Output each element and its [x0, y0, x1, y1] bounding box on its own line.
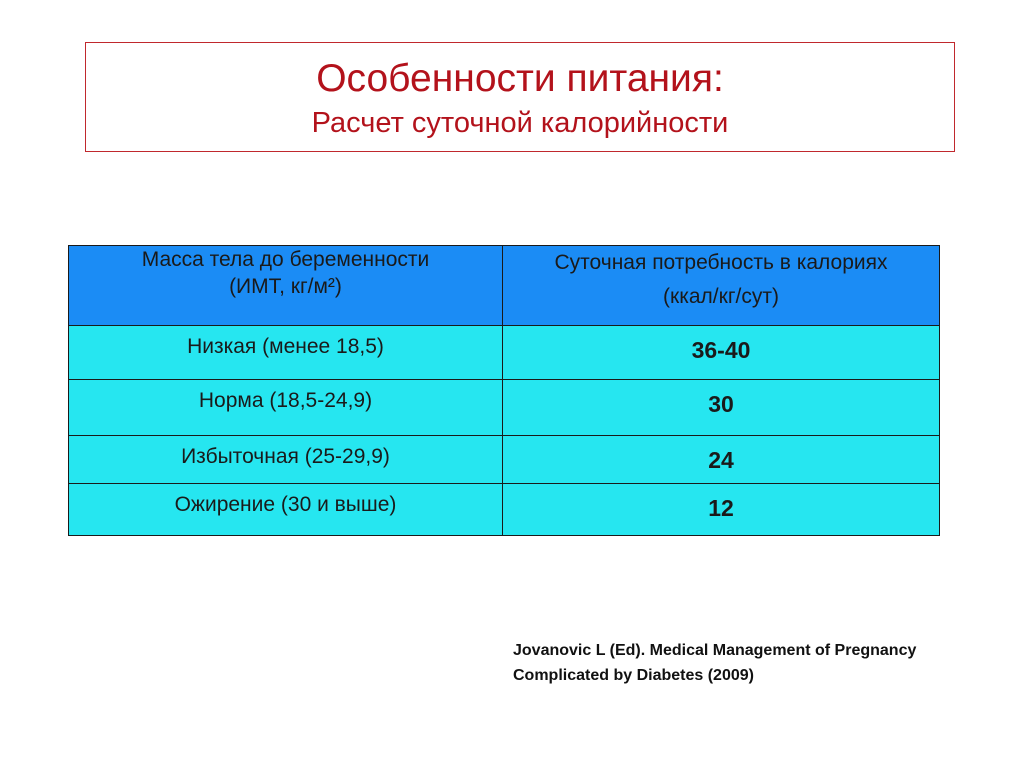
row-value: 36-40 — [503, 326, 940, 380]
header-calorie-need-line2: (ккал/кг/сут) — [663, 285, 779, 308]
row-value: 12 — [503, 484, 940, 536]
citation-line2: Complicated by Diabetes (2009) — [513, 667, 754, 684]
slide-subtitle: Расчет суточной калорийности — [311, 107, 729, 139]
header-calorie-need-line1: Суточная потребность в калориях — [554, 251, 888, 274]
calorie-table — [68, 245, 940, 536]
table-row — [69, 380, 940, 436]
citation — [513, 638, 916, 688]
table-header-row — [69, 246, 940, 326]
header-body-mass — [69, 246, 503, 326]
title-box — [85, 42, 955, 152]
citation-line1: Jovanovic L (Ed). Medical Management of Pregnancy — [513, 642, 917, 659]
row-category: Ожирение (30 и выше) — [69, 484, 503, 536]
row-category: Избыточная (25-29,9) — [69, 436, 503, 484]
row-category: Норма (18,5-24,9) — [69, 380, 503, 436]
header-body-mass-line1: Масса тела до беременности — [141, 248, 430, 271]
row-value: 24 — [503, 436, 940, 484]
row-value: 30 — [503, 380, 940, 436]
table-row — [69, 484, 940, 536]
header-body-mass-line2: (ИМТ, кг/м²) — [229, 275, 342, 298]
table-row — [69, 326, 940, 380]
table-row — [69, 436, 940, 484]
slide-title: Особенности питания: — [316, 57, 724, 100]
header-calorie-need — [503, 246, 940, 326]
row-category: Низкая (менее 18,5) — [69, 326, 503, 380]
